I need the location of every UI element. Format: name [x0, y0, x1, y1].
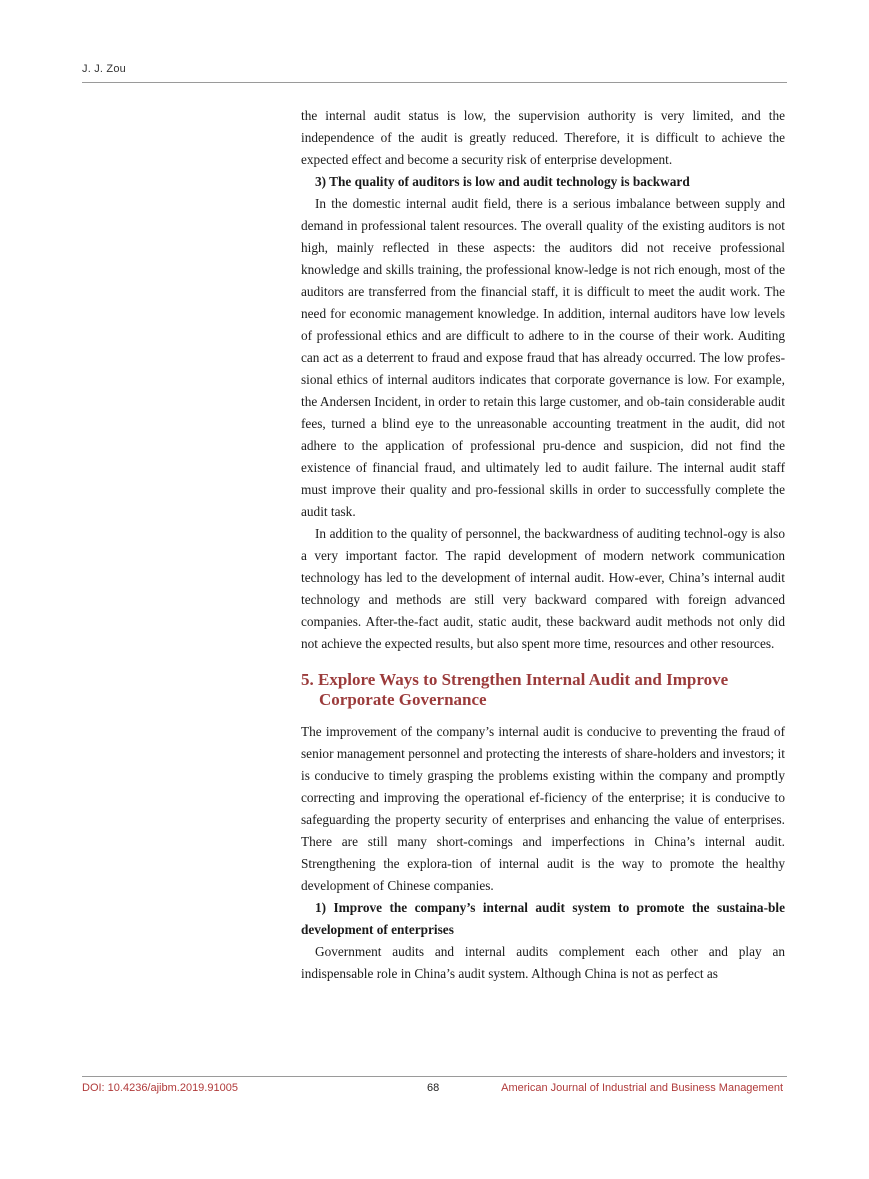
paragraph-continued: the internal audit status is low, the supervision authority is very limited, and the independence of the audit is greatly reduced. Therefore, it is difficult to achieve the expected effect and become a security risk of enterprise development. [301, 108, 785, 167]
section-heading [301, 670, 785, 710]
header-divider [82, 82, 787, 83]
section-heading-line2: Corporate Governance [319, 690, 487, 709]
paragraph-audit-technology: In addition to the quality of personnel, the backwardness of auditing technol-ogy is also a very important factor. The rapid development of modern network communication technology has led to the development of internal audit. How-ever, China’s internal audit technology and methods are still very backward compared with foreign advanced companies. After-the-fact audit, static audit, these backward audit methods not only did not achieve the expected results, but also spent more time, resources and other resources. [301, 526, 785, 651]
running-header-author: J. J. Zou [82, 63, 126, 75]
footer-divider [82, 1076, 787, 1077]
section-heading-line1: 5. Explore Ways to Strengthen Internal Audit and Improve [301, 670, 729, 689]
page-number: 68 [427, 1082, 440, 1094]
subsection-heading-audit-system: 1) Improve the company’s internal audit system to promote the sustaina-ble development of enterprises [301, 900, 785, 937]
footer-journal-link[interactable]: American Journal of Industrial and Business Management [501, 1082, 783, 1094]
paragraph-auditor-quality: In the domestic internal audit field, there is a serious imbalance between supply and demand in professional talent resources. The overall quality of the existing auditors is not high, mainly reflected in these aspects: the auditors did not receive professional knowledge and skills training, the professional know-ledge is not rich enough, most of the auditors are transferred from the financial staff, it is difficult to meet the audit work. The need for economic management knowledge. In addition, internal auditors have low levels of professional ethics and are difficult to adhere to in the course of their work. Auditing can act as a deterrent to fraud and expose fraud that has already occurred. The low profes-sional ethics of internal auditors indicates that corporate governance is low. For example, the Andersen Incident, in order to retain this large customer, and ob-tain considerable audit fees, turned a blind eye to the unreasonable accounting treatment in the audit, did not adhere to the application of professional pru-dence and suspicion, did not find the existence of financial fraud, and ultimately led to audit failure. The internal audit staff must improve their quality and pro-fessional skills in order to successfully complete the audit task. [301, 196, 785, 519]
footer-doi-link[interactable]: DOI: 10.4236/ajibm.2019.91005 [82, 1082, 238, 1094]
paragraph-section-intro: The improvement of the company’s internal audit is conducive to preventing the fraud of senior management personnel and protecting the interests of share-holders and investors; it is conducive to timely grasping the problems existing within the company and promptly correcting and improving the operational ef-ficiency of the enterprise; it is conducive to safeguarding the property security of enterprises and enhancing the value of enterprises. There are still many short-comings and imperfections in China’s internal audit. Strengthening the explora-tion of internal audit is the way to promote the healthy development of Chinese companies. [301, 724, 785, 893]
paragraph-audit-system: Government audits and internal audits complement each other and play an indispensable role in China’s audit system. Although China is not as perfect as [301, 944, 785, 981]
article-body [301, 105, 785, 985]
subsection-heading-auditor-quality: 3) The quality of auditors is low and audit technology is backward [315, 174, 690, 189]
